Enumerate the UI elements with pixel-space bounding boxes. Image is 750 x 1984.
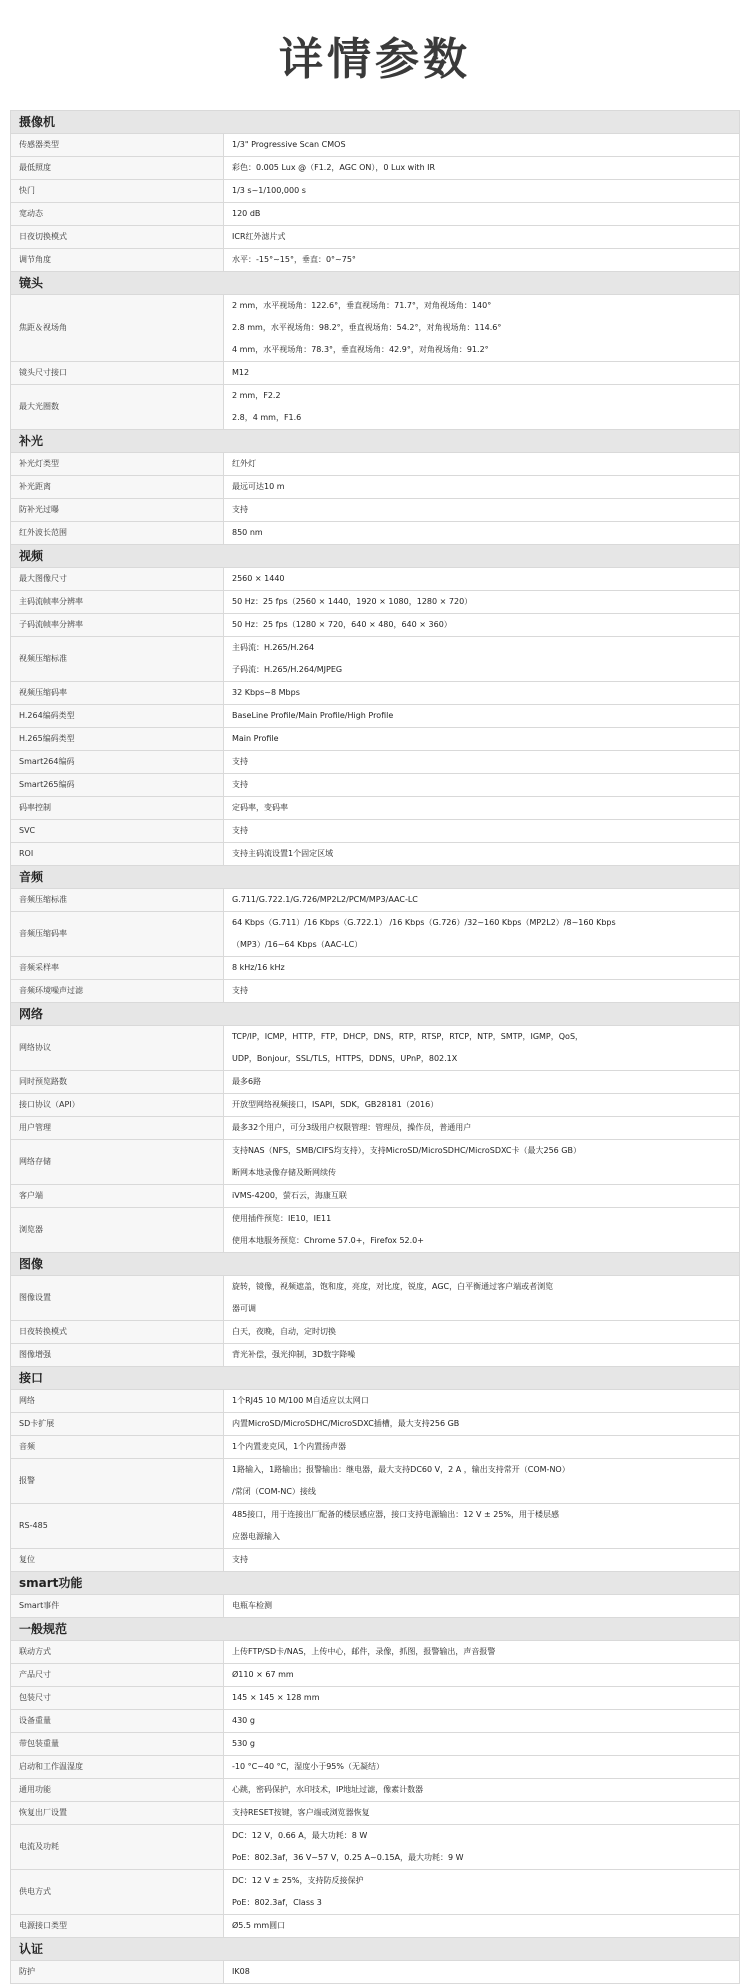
spec-value-line: 使用本地服务预览：Chrome 57.0+，Firefox 52.0+ bbox=[232, 1236, 424, 1245]
spec-row bbox=[11, 453, 740, 476]
spec-value-line: 1个RJ45 10 M/100 M自适应以太网口 bbox=[232, 1396, 369, 1405]
section-header bbox=[11, 1253, 740, 1276]
spec-value bbox=[224, 1549, 740, 1572]
spec-value-line: iVMS-4200，萤石云，海康互联 bbox=[232, 1191, 347, 1200]
spec-row bbox=[11, 134, 740, 157]
spec-value bbox=[224, 705, 740, 728]
spec-value-line: 430 g bbox=[232, 1716, 255, 1725]
spec-value bbox=[224, 476, 740, 499]
spec-value-line: 旋转，镜像，视频遮盖，饱和度，亮度，对比度，锐度，AGC，白平衡通过客户端或者浏览 bbox=[232, 1282, 554, 1291]
spec-value-line: 器可调 bbox=[232, 1304, 256, 1313]
spec-value-line: 支持 bbox=[232, 505, 248, 514]
spec-label: 启动和工作温湿度 bbox=[11, 1756, 224, 1779]
spec-row bbox=[11, 1779, 740, 1802]
spec-value-line: IK08 bbox=[232, 1967, 250, 1976]
spec-value-line: 8 kHz/16 kHz bbox=[232, 963, 285, 972]
spec-value bbox=[224, 957, 740, 980]
spec-value-line: PoE：802.3af，36 V~57 V，0.25 A~0.15A，最大功耗：9 W bbox=[232, 1853, 464, 1862]
spec-value-line: 心跳，密码保护，水印技术，IP地址过滤，像素计数器 bbox=[232, 1785, 424, 1794]
spec-value-line: TCP/IP，ICMP，HTTP，FTP，DHCP，DNS，RTP，RTSP，RTCP，NTP，SMTP，IGMP，QoS， bbox=[232, 1032, 584, 1041]
spec-label: 音频 bbox=[11, 1436, 224, 1459]
spec-value-line: 支持RESET按键，客户端或浏览器恢复 bbox=[232, 1808, 370, 1817]
spec-value-line: 支持 bbox=[232, 780, 248, 789]
spec-row bbox=[11, 957, 740, 980]
spec-label: 网络协议 bbox=[11, 1026, 224, 1071]
spec-value bbox=[224, 1071, 740, 1094]
spec-value bbox=[224, 751, 740, 774]
spec-label: 最大图像尺寸 bbox=[11, 568, 224, 591]
spec-row bbox=[11, 682, 740, 705]
spec-row bbox=[11, 1459, 740, 1504]
spec-label: Smart事件 bbox=[11, 1595, 224, 1618]
spec-row bbox=[11, 1641, 740, 1664]
spec-row bbox=[11, 1961, 740, 1984]
spec-value-line: 2560 × 1440 bbox=[232, 574, 285, 583]
spec-value bbox=[224, 1641, 740, 1664]
spec-value-line: 最远可达10 m bbox=[232, 482, 285, 491]
spec-value-line: Main Profile bbox=[232, 734, 279, 743]
spec-label: 包装尺寸 bbox=[11, 1687, 224, 1710]
spec-value bbox=[224, 1961, 740, 1984]
section-header bbox=[11, 430, 740, 453]
spec-row bbox=[11, 157, 740, 180]
section-title: 接口 bbox=[11, 1367, 740, 1390]
spec-value bbox=[224, 295, 740, 362]
spec-row bbox=[11, 1094, 740, 1117]
page-title: 详情参数 bbox=[279, 34, 471, 85]
spec-value-line: 850 nm bbox=[232, 528, 263, 537]
spec-value bbox=[224, 820, 740, 843]
spec-label: 联动方式 bbox=[11, 1641, 224, 1664]
spec-value-line: 支持 bbox=[232, 826, 248, 835]
spec-row bbox=[11, 203, 740, 226]
spec-value-line: 120 dB bbox=[232, 209, 261, 218]
spec-value bbox=[224, 1208, 740, 1253]
spec-label: 接口协议（API） bbox=[11, 1094, 224, 1117]
spec-label: ROI bbox=[11, 843, 224, 866]
spec-value-line: DC：12 V ± 25%，支持防反接保护 bbox=[232, 1876, 364, 1885]
spec-row bbox=[11, 226, 740, 249]
spec-label: 带包装重量 bbox=[11, 1733, 224, 1756]
spec-value bbox=[224, 614, 740, 637]
spec-value-line: 2 mm，F2.2 bbox=[232, 391, 281, 400]
spec-value-line: 定码率，变码率 bbox=[232, 803, 288, 812]
section-header bbox=[11, 1572, 740, 1595]
spec-row bbox=[11, 1208, 740, 1253]
spec-value-line: 子码流：H.265/H.264/MJPEG bbox=[232, 665, 343, 674]
spec-value-line: 最多6路 bbox=[232, 1077, 262, 1086]
spec-value-line: （MP3）/16~64 Kbps（AAC-LC） bbox=[232, 940, 363, 949]
spec-value bbox=[224, 774, 740, 797]
spec-label: 恢复出厂设置 bbox=[11, 1802, 224, 1825]
spec-label: 图像设置 bbox=[11, 1276, 224, 1321]
spec-label: 防护 bbox=[11, 1961, 224, 1984]
spec-label: 视频压缩码率 bbox=[11, 682, 224, 705]
spec-label: 复位 bbox=[11, 1549, 224, 1572]
spec-value-line: 32 Kbps~8 Mbps bbox=[232, 688, 300, 697]
spec-value-line: 背光补偿，强光抑制，3D数字降噪 bbox=[232, 1350, 356, 1359]
spec-value bbox=[224, 1733, 740, 1756]
spec-value-line: M12 bbox=[232, 368, 250, 377]
spec-value-line: ICR红外滤片式 bbox=[232, 232, 286, 241]
spec-value bbox=[224, 1756, 740, 1779]
section-title: 摄像机 bbox=[11, 111, 740, 134]
spec-label: 子码流帧率分辨率 bbox=[11, 614, 224, 637]
spec-value-line: 4 mm，水平视场角：78.3°，垂直视场角：42.9°，对角视场角：91.2° bbox=[232, 345, 489, 354]
spec-label: 红外波长范围 bbox=[11, 522, 224, 545]
spec-row bbox=[11, 728, 740, 751]
spec-value bbox=[224, 1664, 740, 1687]
spec-value bbox=[224, 385, 740, 430]
section-header bbox=[11, 1938, 740, 1961]
spec-value bbox=[224, 637, 740, 682]
spec-label: 防补光过曝 bbox=[11, 499, 224, 522]
spec-row bbox=[11, 1117, 740, 1140]
spec-row bbox=[11, 843, 740, 866]
spec-value bbox=[224, 1413, 740, 1436]
spec-value-line: 最多32个用户，可分3级用户权限管理：管理员，操作员，普通用户 bbox=[232, 1123, 472, 1132]
spec-value bbox=[224, 1390, 740, 1413]
section-title: 认证 bbox=[11, 1938, 740, 1961]
spec-value bbox=[224, 203, 740, 226]
spec-value-line: Ø110 × 67 mm bbox=[232, 1670, 294, 1679]
spec-value bbox=[224, 1117, 740, 1140]
spec-value bbox=[224, 682, 740, 705]
spec-value bbox=[224, 1344, 740, 1367]
spec-row bbox=[11, 499, 740, 522]
spec-value-line: 2.8，4 mm，F1.6 bbox=[232, 413, 302, 422]
spec-value-line: 1/3" Progressive Scan CMOS bbox=[232, 140, 346, 149]
spec-value-line: 485接口，用于连接出厂配备的楼层感应器，接口支持电源输出：12 V ± 25%，用于楼层感 bbox=[232, 1510, 560, 1519]
spec-value bbox=[224, 1710, 740, 1733]
spec-value-line: 1/3 s~1/100,000 s bbox=[232, 186, 306, 195]
section-title: 音频 bbox=[11, 866, 740, 889]
section-header bbox=[11, 272, 740, 295]
spec-row bbox=[11, 1687, 740, 1710]
spec-row bbox=[11, 1825, 740, 1870]
spec-label: 日夜转换模式 bbox=[11, 1321, 224, 1344]
spec-label: 产品尺寸 bbox=[11, 1664, 224, 1687]
spec-value bbox=[224, 157, 740, 180]
spec-value-line: 白天，夜晚，自动，定时切换 bbox=[232, 1327, 336, 1336]
spec-row bbox=[11, 705, 740, 728]
spec-label: 通用功能 bbox=[11, 1779, 224, 1802]
spec-label: 最大光圈数 bbox=[11, 385, 224, 430]
spec-value-line: G.711/G.722.1/G.726/MP2L2/PCM/MP3/AAC-LC bbox=[232, 895, 418, 904]
spec-value-line: 支持 bbox=[232, 757, 248, 766]
spec-value bbox=[224, 980, 740, 1003]
spec-label: 用户管理 bbox=[11, 1117, 224, 1140]
spec-value-line: 水平：-15°~15°，垂直：0°~75° bbox=[232, 255, 356, 264]
spec-row bbox=[11, 774, 740, 797]
spec-row bbox=[11, 637, 740, 682]
spec-value bbox=[224, 499, 740, 522]
spec-value bbox=[224, 134, 740, 157]
spec-value-line: 支持 bbox=[232, 986, 248, 995]
spec-value-line: Ø5.5 mm圆口 bbox=[232, 1921, 286, 1930]
spec-label: H.264编码类型 bbox=[11, 705, 224, 728]
spec-value bbox=[224, 912, 740, 957]
spec-label: 客户端 bbox=[11, 1185, 224, 1208]
spec-row bbox=[11, 385, 740, 430]
spec-value bbox=[224, 1687, 740, 1710]
spec-value bbox=[224, 1140, 740, 1185]
spec-value bbox=[224, 1595, 740, 1618]
spec-row bbox=[11, 614, 740, 637]
spec-row bbox=[11, 820, 740, 843]
spec-value-line: 上传FTP/SD卡/NAS，上传中心，邮件，录像，抓图，报警输出，声音报警 bbox=[232, 1647, 496, 1656]
spec-label: 视频压缩标准 bbox=[11, 637, 224, 682]
spec-label: 电源接口类型 bbox=[11, 1915, 224, 1938]
spec-value bbox=[224, 568, 740, 591]
spec-label: Smart264编码 bbox=[11, 751, 224, 774]
spec-label: 设备重量 bbox=[11, 1710, 224, 1733]
spec-value-line: 1个内置麦克风，1个内置扬声器 bbox=[232, 1442, 347, 1451]
spec-label: 焦距＆视场角 bbox=[11, 295, 224, 362]
spec-value-line: 2 mm，水平视场角：122.6°，垂直视场角：71.7°，对角视场角：140° bbox=[232, 301, 492, 310]
spec-label: 补光距离 bbox=[11, 476, 224, 499]
spec-row bbox=[11, 568, 740, 591]
spec-value-line: DC：12 V，0.66 A，最大功耗：8 W bbox=[232, 1831, 368, 1840]
spec-row bbox=[11, 1710, 740, 1733]
section-title: 补光 bbox=[11, 430, 740, 453]
spec-label: 音频环境噪声过滤 bbox=[11, 980, 224, 1003]
spec-row bbox=[11, 1870, 740, 1915]
section-header bbox=[11, 1003, 740, 1026]
spec-value-line: 支持 bbox=[232, 1555, 248, 1564]
spec-row bbox=[11, 362, 740, 385]
spec-value bbox=[224, 1459, 740, 1504]
spec-value-line: PoE：802.3af，Class 3 bbox=[232, 1898, 322, 1907]
section-title: 镜头 bbox=[11, 272, 740, 295]
spec-label: 音频采样率 bbox=[11, 957, 224, 980]
spec-value-line: 彩色：0.005 Lux @（F1.2，AGC ON），0 Lux with IR bbox=[232, 163, 436, 172]
spec-value-line: 支持NAS（NFS，SMB/CIFS均支持），支持MicroSD/MicroSDHC/MicroSDXC卡（最大256 GB） bbox=[232, 1146, 581, 1155]
spec-value-line: 开放型网络视频接口，ISAPI，SDK，GB28181（2016） bbox=[232, 1100, 439, 1109]
section-header bbox=[11, 866, 740, 889]
spec-row bbox=[11, 1413, 740, 1436]
spec-row bbox=[11, 1390, 740, 1413]
spec-label: 网络存储 bbox=[11, 1140, 224, 1185]
spec-label: 快门 bbox=[11, 180, 224, 203]
section-header bbox=[11, 1367, 740, 1390]
spec-label: 图像增强 bbox=[11, 1344, 224, 1367]
spec-row bbox=[11, 1664, 740, 1687]
spec-label: Smart265编码 bbox=[11, 774, 224, 797]
spec-label: 补光灯类型 bbox=[11, 453, 224, 476]
spec-value bbox=[224, 1276, 740, 1321]
spec-value-line: 145 × 145 × 128 mm bbox=[232, 1693, 320, 1702]
spec-value bbox=[224, 1802, 740, 1825]
spec-value-line: 2.8 mm，水平视场角：98.2°，垂直视场角：54.2°，对角视场角：114.6° bbox=[232, 323, 502, 332]
spec-value bbox=[224, 797, 740, 820]
spec-row bbox=[11, 980, 740, 1003]
spec-value-line: 应器电源输入 bbox=[232, 1532, 280, 1541]
spec-value-line: 支持主码流设置1个固定区域 bbox=[232, 849, 334, 858]
spec-label: 音频压缩码率 bbox=[11, 912, 224, 957]
section-title: smart功能 bbox=[11, 1572, 740, 1595]
spec-label: 供电方式 bbox=[11, 1870, 224, 1915]
spec-row bbox=[11, 1321, 740, 1344]
spec-row bbox=[11, 1185, 740, 1208]
spec-row bbox=[11, 797, 740, 820]
spec-value bbox=[224, 453, 740, 476]
spec-value bbox=[224, 1436, 740, 1459]
spec-value-line: 使用插件预览：IE10，IE11 bbox=[232, 1214, 332, 1223]
spec-label: 传感器类型 bbox=[11, 134, 224, 157]
spec-row bbox=[11, 476, 740, 499]
spec-value-line: 断网本地录像存储及断网续传 bbox=[232, 1168, 336, 1177]
spec-value bbox=[224, 1321, 740, 1344]
spec-row bbox=[11, 1504, 740, 1549]
spec-value bbox=[224, 591, 740, 614]
spec-label: RS-485 bbox=[11, 1504, 224, 1549]
spec-row bbox=[11, 1549, 740, 1572]
spec-label: 报警 bbox=[11, 1459, 224, 1504]
spec-label: 日夜切换模式 bbox=[11, 226, 224, 249]
spec-label: 电流及功耗 bbox=[11, 1825, 224, 1870]
spec-label: SD卡扩展 bbox=[11, 1413, 224, 1436]
spec-value bbox=[224, 728, 740, 751]
spec-value-line: 红外灯 bbox=[232, 459, 256, 468]
spec-row bbox=[11, 1436, 740, 1459]
spec-row bbox=[11, 1915, 740, 1938]
spec-value-line: -10 °C~40 °C，湿度小于95%（无凝结） bbox=[232, 1762, 384, 1771]
spec-label: 调节角度 bbox=[11, 249, 224, 272]
section-header bbox=[11, 1618, 740, 1641]
spec-row bbox=[11, 1733, 740, 1756]
spec-value-line: 50 Hz：25 fps（1280 × 720，640 × 480，640 × 360） bbox=[232, 620, 452, 629]
spec-value-line: 50 Hz：25 fps（2560 × 1440，1920 × 1080，1280 × 720） bbox=[232, 597, 473, 606]
spec-value-line: 内置MicroSD/MicroSDHC/MicroSDXC插槽，最大支持256 GB bbox=[232, 1419, 460, 1428]
spec-value-line: /常闭（COM-NC）接线 bbox=[232, 1487, 316, 1496]
spec-label: 音频压缩标准 bbox=[11, 889, 224, 912]
spec-value bbox=[224, 889, 740, 912]
spec-label: H.265编码类型 bbox=[11, 728, 224, 751]
spec-value bbox=[224, 1870, 740, 1915]
spec-label: 宽动态 bbox=[11, 203, 224, 226]
spec-value bbox=[224, 180, 740, 203]
spec-label: 镜头尺寸接口 bbox=[11, 362, 224, 385]
spec-row bbox=[11, 912, 740, 957]
spec-value bbox=[224, 522, 740, 545]
spec-label: 码率控制 bbox=[11, 797, 224, 820]
spec-value bbox=[224, 226, 740, 249]
spec-row bbox=[11, 1802, 740, 1825]
spec-row bbox=[11, 295, 740, 362]
spec-label: 最低照度 bbox=[11, 157, 224, 180]
spec-table bbox=[10, 110, 740, 1984]
spec-row bbox=[11, 591, 740, 614]
section-title: 视频 bbox=[11, 545, 740, 568]
spec-row bbox=[11, 180, 740, 203]
spec-label: SVC bbox=[11, 820, 224, 843]
spec-row bbox=[11, 1595, 740, 1618]
spec-value-line: UDP，Bonjour，SSL/TLS，HTTPS，DDNS，UPnP，802.1X bbox=[232, 1054, 458, 1063]
spec-row bbox=[11, 751, 740, 774]
spec-value bbox=[224, 1825, 740, 1870]
section-title: 图像 bbox=[11, 1253, 740, 1276]
spec-value bbox=[224, 843, 740, 866]
spec-value-line: 530 g bbox=[232, 1739, 255, 1748]
spec-row bbox=[11, 1071, 740, 1094]
spec-value bbox=[224, 1779, 740, 1802]
spec-value-line: BaseLine Profile/Main Profile/High Profile bbox=[232, 711, 394, 720]
spec-row bbox=[11, 249, 740, 272]
spec-row bbox=[11, 1026, 740, 1071]
spec-value-line: 1路输入，1路输出；报警输出：继电器，最大支持DC60 V，2 A ，输出支持常开（COM-NO） bbox=[232, 1465, 570, 1474]
spec-value-line: 电瓶车检测 bbox=[232, 1601, 272, 1610]
section-header bbox=[11, 111, 740, 134]
spec-value bbox=[224, 362, 740, 385]
spec-value bbox=[224, 1504, 740, 1549]
spec-row bbox=[11, 1140, 740, 1185]
spec-row bbox=[11, 1756, 740, 1779]
spec-row bbox=[11, 1276, 740, 1321]
spec-value-line: 64 Kbps（G.711）/16 Kbps（G.722.1） /16 Kbps（G.726）/32~160 Kbps（MP2L2）/8~160 Kbps bbox=[232, 918, 616, 927]
section-title: 网络 bbox=[11, 1003, 740, 1026]
spec-label: 同时预览路数 bbox=[11, 1071, 224, 1094]
section-header bbox=[11, 545, 740, 568]
spec-value bbox=[224, 1185, 740, 1208]
spec-value bbox=[224, 249, 740, 272]
spec-row bbox=[11, 889, 740, 912]
spec-label: 浏览器 bbox=[11, 1208, 224, 1253]
spec-row bbox=[11, 1344, 740, 1367]
spec-value bbox=[224, 1026, 740, 1071]
section-title: 一般规范 bbox=[11, 1618, 740, 1641]
spec-value bbox=[224, 1915, 740, 1938]
spec-label: 网络 bbox=[11, 1390, 224, 1413]
spec-label: 主码流帧率分辨率 bbox=[11, 591, 224, 614]
spec-row bbox=[11, 522, 740, 545]
spec-value-line: 主码流：H.265/H.264 bbox=[232, 643, 315, 652]
spec-value bbox=[224, 1094, 740, 1117]
